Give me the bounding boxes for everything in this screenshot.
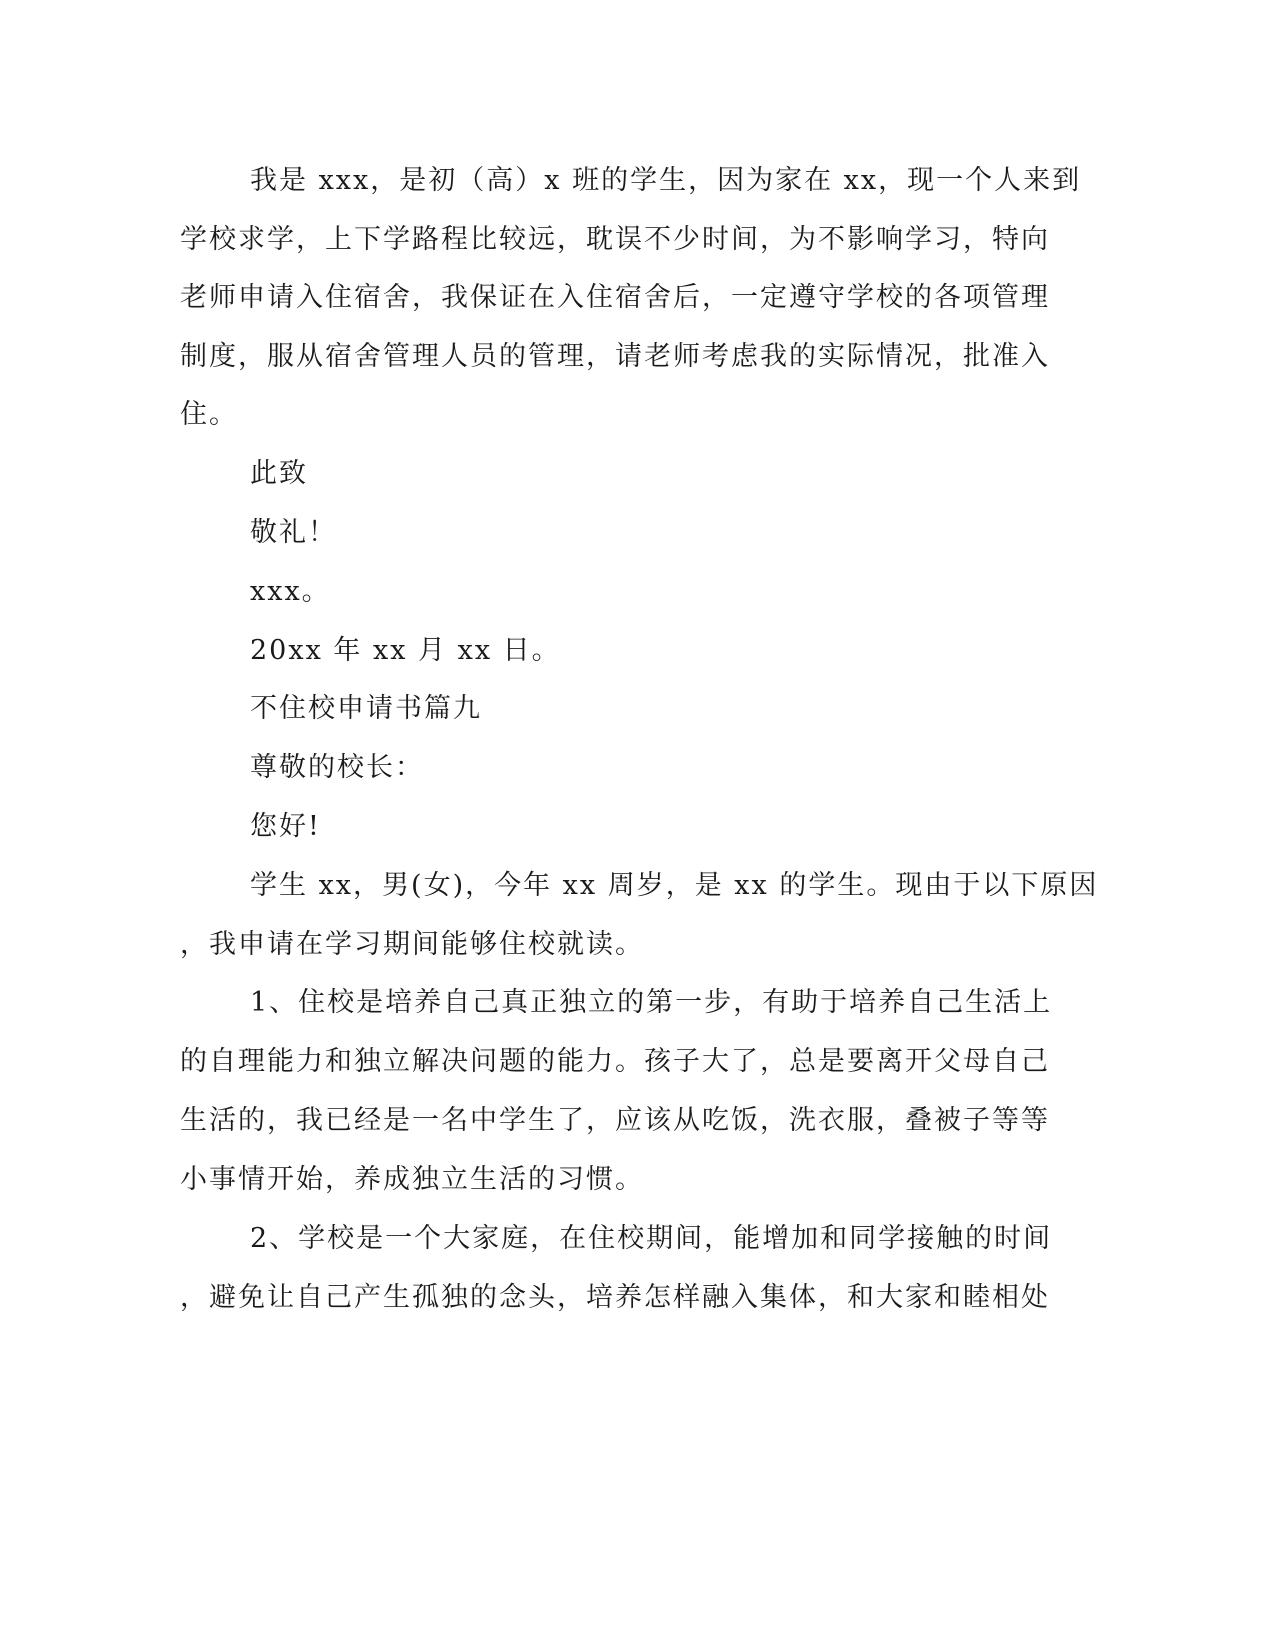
- text-line: 我是 xxx，是初（高）x 班的学生，因为家在 xx，现一个人来到: [250, 165, 1082, 196]
- text-line: 学生 xx，男(女)，今年 xx 周岁，是 xx 的学生。现由于以下原因: [250, 870, 1099, 901]
- text-line: 的自理能力和独立解决问题的能力。孩子大了，总是要离开父母自己: [180, 1046, 1050, 1077]
- signature-line: xxx。: [250, 576, 331, 607]
- text-line: 生活的，我已经是一名中学生了，应该从吃饭，洗衣服，叠被子等等: [180, 1105, 1050, 1136]
- text-line: 1、住校是培养自己真正独立的第一步，有助于培养自己生活上: [250, 987, 1053, 1018]
- greeting-line: 您好!: [250, 811, 321, 842]
- text-line: ，我申请在学习期间能够住校就读。: [180, 929, 644, 960]
- closing-line: 此致: [250, 458, 308, 489]
- text-line: 学校求学，上下学路程比较远，耽误不少时间，为不影响学习，特向: [180, 224, 1050, 255]
- text-line: 老师申请入住宿舍，我保证在入住宿舍后，一定遵守学校的各项管理: [180, 282, 1050, 313]
- salutation-line: 尊敬的校长：: [250, 752, 424, 783]
- section-title: 不住校申请书篇九: [250, 693, 482, 724]
- text-line: 小事情开始，养成独立生活的习惯。: [180, 1164, 644, 1195]
- text-line: 住。: [180, 399, 238, 430]
- text-line: 制度，服从宿舍管理人员的管理，请老师考虑我的实际情况，批准入: [180, 341, 1050, 372]
- date-line: 20xx 年 xx 月 xx 日。: [250, 635, 561, 666]
- text-line: 2、学校是一个大家庭，在住校期间，能增加和同学接触的时间: [250, 1223, 1053, 1254]
- closing-line: 敬礼！: [250, 517, 337, 548]
- text-line: ，避免让自己产生孤独的念头，培养怎样融入集体，和大家和睦相处: [180, 1282, 1050, 1313]
